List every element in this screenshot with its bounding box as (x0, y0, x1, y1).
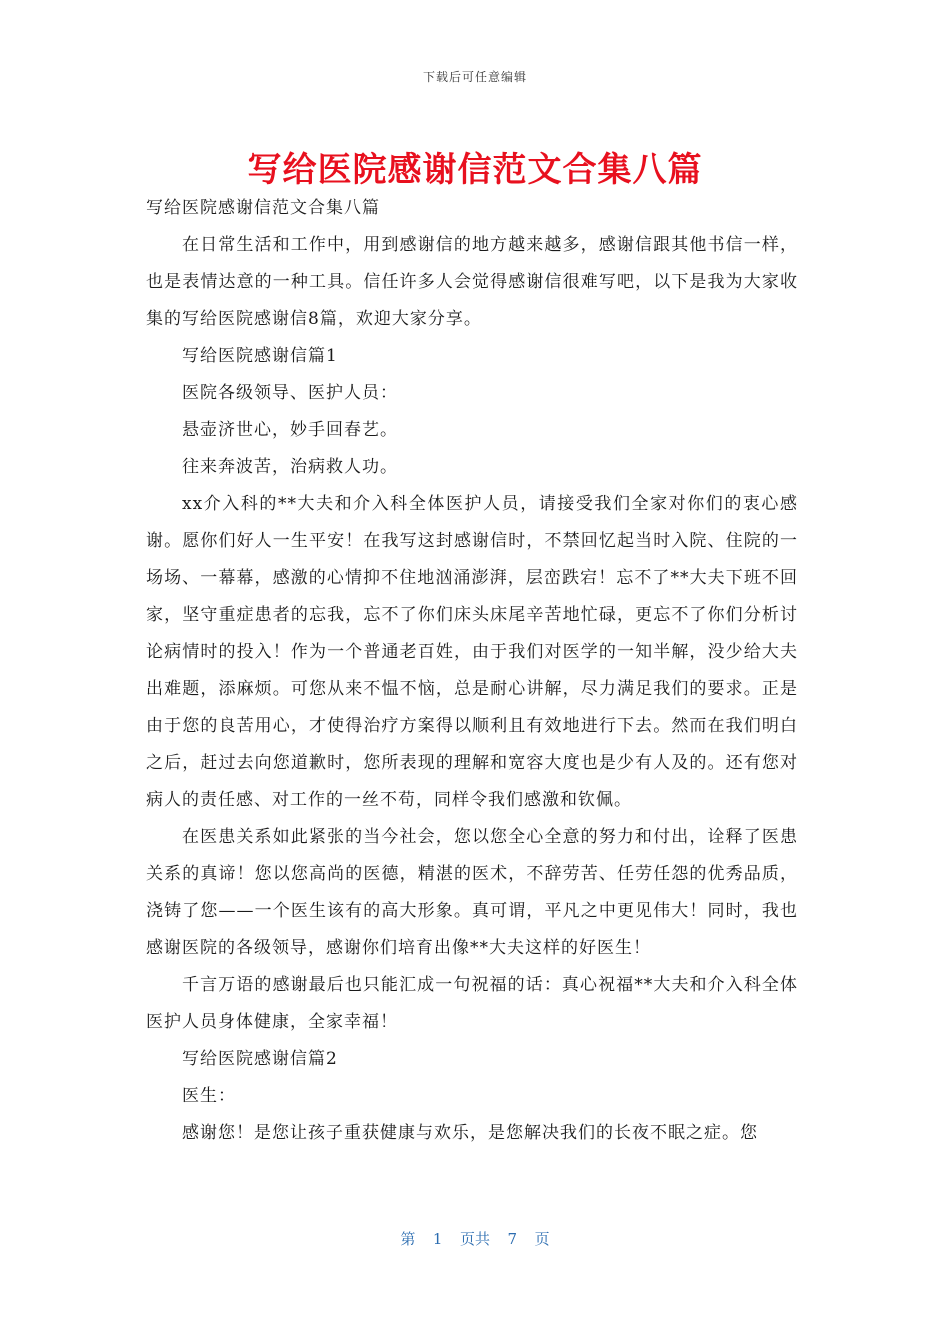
body-paragraph: 在医患关系如此紧张的当今社会，您以您全心全意的努力和付出，诠释了医患关系的真谛！您以您高尚的医德，精湛的医术，不辞劳苦、任劳任怨的优秀品质，浇铸了您——一个医生该有的高大形象。真可谓，平凡之中更见伟大！同时，我也感谢医院的各级领导，感谢你们培育出像**大夫这样的好医生！ (146, 827, 798, 958)
document-body (146, 190, 798, 1152)
body-paragraph: 写给医院感谢信篇2 (182, 1049, 338, 1069)
body-paragraph: 在日常生活和工作中，用到感谢信的地方越来越多，感谢信跟其他书信一样，也是表情达意的一种工具。信任许多人会觉得感谢信很难写吧，以下是我为大家收集的写给医院感谢信8篇，欢迎大家分享。 (146, 235, 798, 329)
body-paragraph: xx介入科的**大夫和介入科全体医护人员，请接受我们全家对你们的衷心感谢。愿你们好人一生平安！在我写这封感谢信时，不禁回忆起当时入院、住院的一场场、一幕幕，感激的心情抑不住地汹涌澎湃，层峦跌宕！忘不了**大夫下班不回家，坚守重症患者的忘我，忘不了你们床头床尾辛苦地忙碌，更忘不了你们分析讨论病情时的投入！作为一个普通老百姓，由于我们对医学的一知半解，没少给大夫出难题，添麻烦。可您从来不愠不恼，总是耐心讲解，尽力满足我们的要求。正是由于您的良苦用心，才使得治疗方案得以顺利且有效地进行下去。然而在我们明白之后，赶过去向您道歉时，您所表现的理解和宽容大度也是少有人及的。还有您对病人的责任感、对工作的一丝不苟，同样令我们感激和钦佩。 (146, 494, 798, 810)
body-paragraph: 写给医院感谢信篇1 (182, 346, 338, 366)
page-footer: 第 1 页共 7 页 (400, 1230, 550, 1248)
body-paragraph: 写给医院感谢信范文合集八篇 (146, 198, 380, 218)
body-paragraph: 悬壶济世心，妙手回春艺。 (182, 420, 398, 440)
document-title: 写给医院感谢信范文合集八篇 (247, 150, 703, 190)
body-paragraph: 医生： (182, 1086, 236, 1106)
body-paragraph: 感谢您！是您让孩子重获健康与欢乐，是您解决我们的长夜不眠之症。您 (182, 1123, 758, 1143)
body-paragraph: 千言万语的感谢最后也只能汇成一句祝福的话：真心祝福**大夫和介入科全体医护人员身体健康，全家幸福！ (146, 975, 798, 1032)
body-paragraph: 往来奔波苦，治病救人功。 (182, 457, 398, 477)
header-note: 下载后可任意编辑 (422, 70, 527, 84)
body-paragraph: 医院各级领导、医护人员： (182, 383, 398, 403)
